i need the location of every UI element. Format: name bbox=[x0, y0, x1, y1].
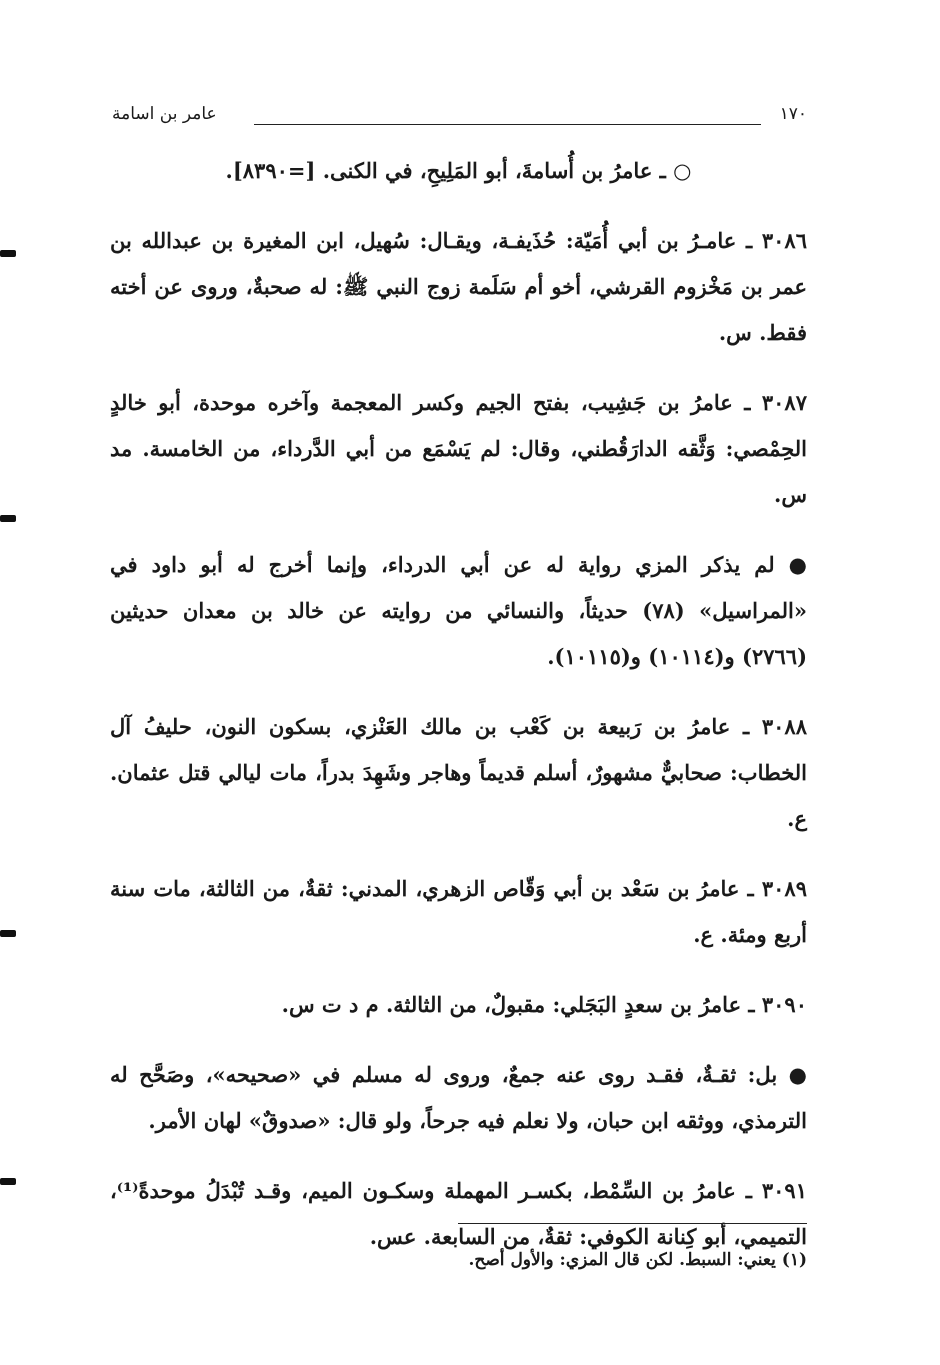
entry-3089: ٣٠٨٩ ـ عامرُ بن سَعْد بن أبي وَقّاص الزهري، المدني: ثقةٌ، من الثالثة، مات سنة أربع ومئة. ع. bbox=[110, 876, 807, 947]
entry-3087: ٣٠٨٧ ـ عامرُ بن جَشِيب، بفتح الجيم وكسر المعجمة وآخره موحدة، أبو خالدٍ الحِمْصي: وَثَّقه الدارَقُطني، وقال: لم يَسْمَع من أبي الدَّرداء، من الخامسة. مد س. bbox=[110, 390, 807, 507]
page-number: ١٧٠ bbox=[779, 104, 807, 124]
header-rule bbox=[254, 124, 761, 125]
scan-edge-mark bbox=[0, 930, 16, 937]
entry-3091: ٣٠٩١ ـ عامرُ بن السِّمْط، بكسـر المهملة وسكـون الميم، وقـد تُبْدَلُ موحدةً⁽¹⁾، التميمي، أبو كِنانة الكوفي: ثقةٌ، من السابعة. عس. bbox=[110, 1178, 807, 1249]
scan-edge-mark bbox=[0, 515, 16, 522]
scan-edge-mark bbox=[0, 1178, 16, 1185]
entry-3090: ٣٠٩٠ ـ عامرُ بن سعدٍ البَجَلي: مقبولٌ، من الثالثة. م د ت س. bbox=[281, 992, 807, 1017]
comment-3090: ● بل: ثقـةٌ، فقـد روى عنه جمعٌ، وروى له مسلم في «صحيحه»، وصَحَّح له الترمذي، ووثقه ابن حبان، ولا نعلم فيه جرحاً، ولو قال: «صدوقٌ» لهان الأمر. bbox=[110, 1062, 807, 1133]
running-title: عامر بن اسامة bbox=[112, 104, 217, 124]
scan-edge-mark bbox=[0, 250, 16, 257]
entry-3086: ٣٠٨٦ ـ عامـرُ بن أبي أُمَيّة: حُذَيفـة، ويقـال: سُهيل، ابن المغيرة بن عبدالله بن عمر بن مَخْزوم القرشي، أخو أم سَلَمة زوج النبي ﷺ: له صحبةٌ، وروى عن أخته فقط. س. bbox=[110, 228, 807, 345]
entry-3088: ٣٠٨٨ ـ عامرُ بن رَبيعة بن كَعْب بن مالك العَنْزي، بسكون النون، حليفُ آل الخطاب: صحابيٌّ مشهورٌ، أسلم قديماً وهاجر وشَهِدَ بدراً، مات ليالي قتل عثمان. ع. bbox=[110, 714, 807, 831]
comment-3087: ● لم يذكر المزي رواية له عن أبي الدرداء، وإنما أخرج له أبو داود في «المراسيل» (٧٨) حديثاً، والنسائي من روايته عن خالد بن معدان حديثين (٢٧٦٦) و(١٠١١٤) و(١٠١١٥). bbox=[110, 552, 807, 669]
footnote: (١) يعني: السبط. لكن قال المزي: والأول أصح. bbox=[468, 1250, 807, 1270]
page-body bbox=[110, 148, 807, 1270]
running-header bbox=[112, 104, 807, 134]
footnote-rule bbox=[458, 1223, 807, 1224]
entry-3085: ○ ـ عامرُ بن أُسامةَ، أبو المَلِيحِ، في الكنى. [=٨٣٩٠]. bbox=[225, 158, 692, 183]
